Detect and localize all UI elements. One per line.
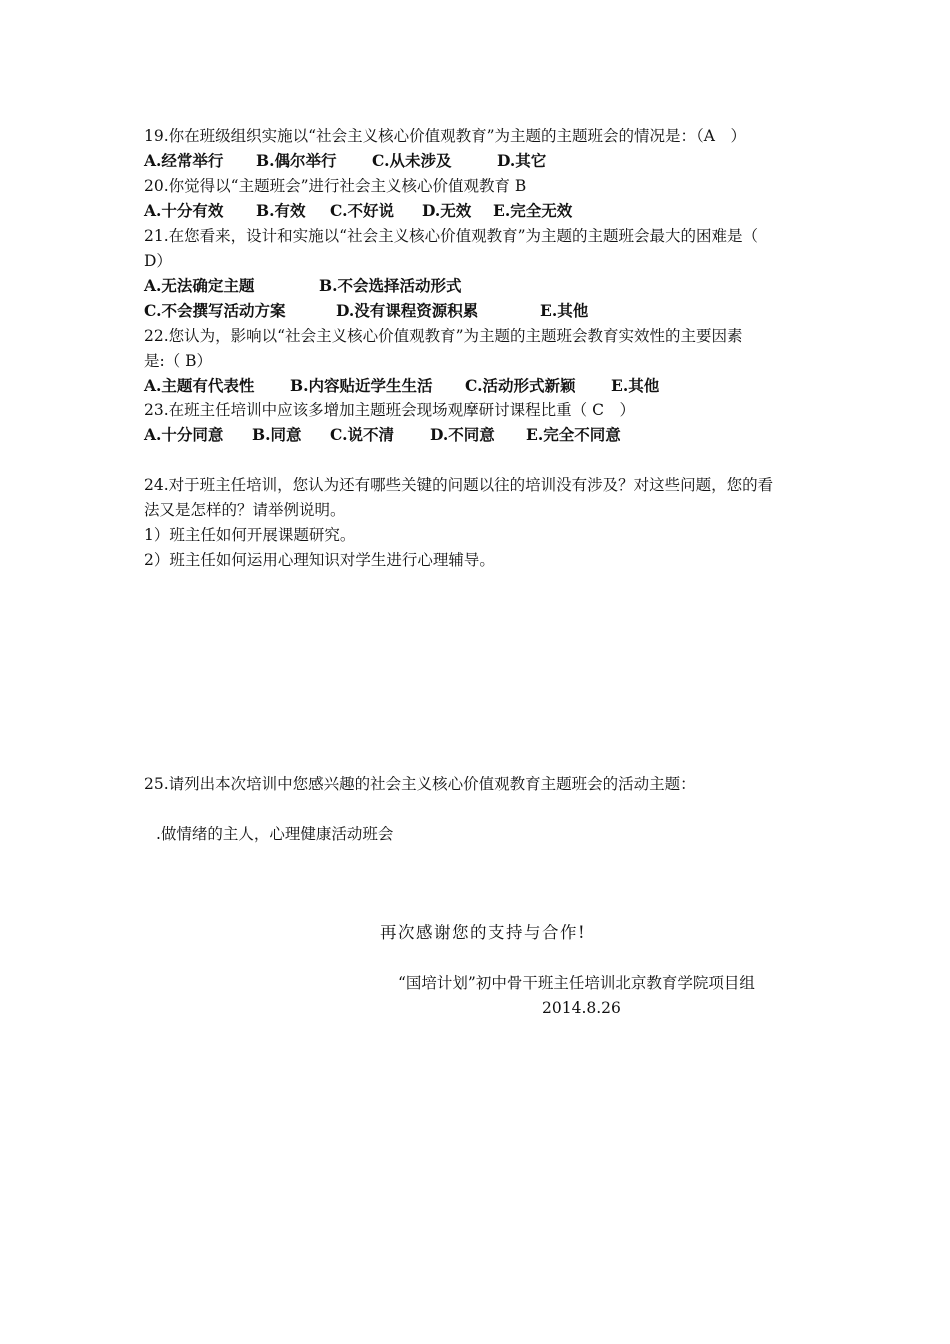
q24-answer-1: 1）班主任如何开展课题研究。 [144, 526, 356, 544]
q22-option-e: E.其他 [611, 376, 660, 395]
q19-option-c: C.从未涉及 [372, 151, 452, 170]
q22-options [144, 375, 659, 397]
q20-option-d: D.无效 [422, 201, 472, 220]
q21-text-line1: 21.在您看来，设计和实施以“社会主义核心价值观教育”为主题的主题班会最大的困难是（ [144, 227, 759, 245]
thanks-message: 再次感谢您的支持与合作! [380, 923, 587, 942]
q22-option-b: B.内容贴近学生生活 [290, 376, 433, 395]
q19-option-b: B.偶尔举行 [256, 151, 337, 170]
q22-text-line1: 22.您认为，影响以“社会主义核心价值观教育”为主题的主题班会教育实效性的主要因素 [144, 327, 743, 345]
q23-option-c: C.说不清 [330, 425, 394, 444]
q24-answer-2: 2）班主任如何运用心理知识对学生进行心理辅导。 [144, 551, 495, 569]
q22-option-a: A.主题有代表性 [144, 376, 255, 395]
q22-text-line2: 是:（ B） [144, 352, 213, 370]
q19-text: 19.你在班级组织实施以“社会主义核心价值观教育”为主题的主题班会的情况是：（A ） [144, 127, 746, 145]
q21-option-a: A.无法确定主题 [144, 276, 255, 295]
q25-answer: .做情绪的主人，心理健康活动班会 [156, 825, 394, 843]
q21-option-e: E.其他 [540, 301, 589, 320]
q20-option-a: A.十分有效 [144, 201, 224, 220]
q23-options [144, 424, 621, 446]
q21-text-line2: D） [144, 252, 172, 270]
date: 2014.8.26 [542, 999, 621, 1017]
q25-text: 25.请列出本次培训中您感兴趣的社会主义核心价值观教育主题班会的活动主题： [144, 775, 696, 793]
q19-option-a: A.经常举行 [144, 151, 224, 170]
q20-option-b: B.有效 [256, 201, 306, 220]
q24-text-line2: 法又是怎样的？请举例说明。 [144, 501, 346, 519]
q19-option-d: D.其它 [497, 151, 547, 170]
q19-options [144, 150, 546, 172]
q20-option-e: E.完全无效 [493, 201, 573, 220]
q20-text: 20.你觉得以“主题班会”进行社会主义核心价值观教育 B [144, 177, 527, 195]
q21-option-c: C.不会撰写活动方案 [144, 301, 286, 320]
q20-options [144, 200, 572, 222]
q23-option-d: D.不同意 [430, 425, 495, 444]
q23-option-b: B.同意 [252, 425, 302, 444]
q23-option-e: E.完全不同意 [526, 425, 621, 444]
q21-options-row2 [144, 300, 588, 322]
q23-option-a: A.十分同意 [144, 425, 224, 444]
q23-text: 23.在班主任培训中应该多增加主题班会现场观摩研讨课程比重（ C ） [144, 401, 635, 419]
q24-text-line1: 24.对于班主任培训，您认为还有哪些关键的问题以往的培训没有涉及？对这些问题，您的看 [144, 476, 774, 494]
q21-option-b: B.不会选择活动形式 [319, 276, 462, 295]
q21-options-row1 [144, 275, 462, 297]
q21-option-d: D.没有课程资源积累 [336, 301, 479, 320]
q22-option-c: C.活动形式新颖 [465, 376, 576, 395]
q20-option-c: C.不好说 [330, 201, 394, 220]
organizer-signature: “国培计划”初中骨干班主任培训北京教育学院项目组 [398, 974, 755, 992]
